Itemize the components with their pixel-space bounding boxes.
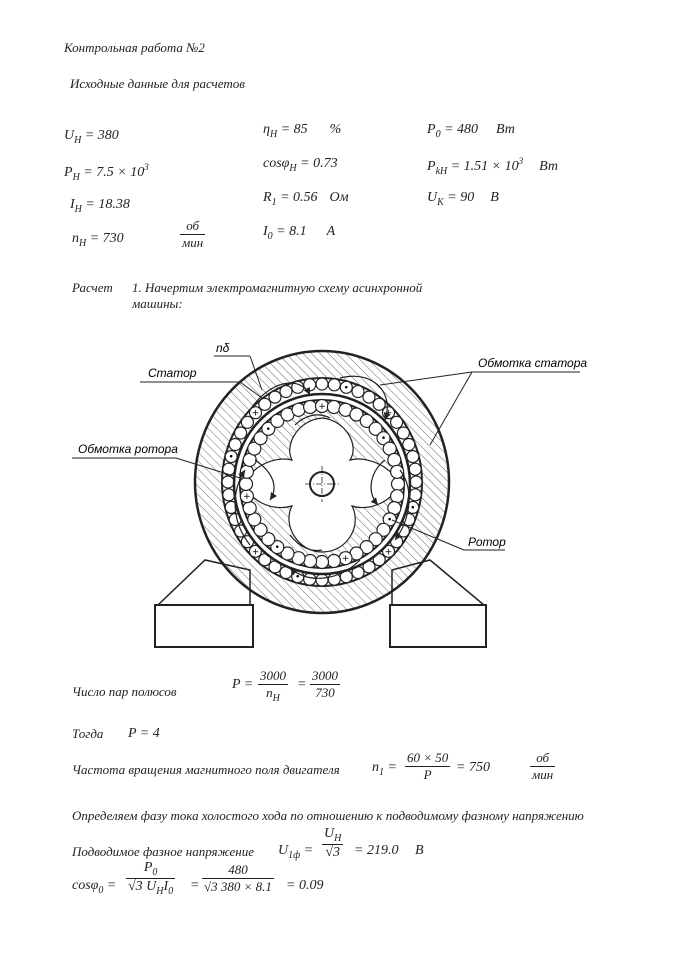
current-in-mark: + [341, 554, 350, 565]
calc-step1-line1: 1. Начертим электромагнитную схему асинхронной [132, 280, 423, 295]
current-out-mark: • [410, 503, 416, 514]
pole-pairs-frac1: $\frac{3000}{n_H}$ [260, 668, 286, 704]
stator-slot [316, 378, 328, 390]
stator-slot [304, 573, 316, 585]
stator-slot [280, 386, 292, 398]
rotor-slot [304, 401, 317, 414]
pole-pairs-eq: = [297, 677, 307, 692]
current-out-mark: • [295, 572, 301, 583]
current-out-mark: • [380, 434, 387, 445]
stator-slot [409, 463, 421, 475]
cos-phi0-eq: = [190, 878, 200, 893]
input-data-heading: Исходные данные для расчетов [70, 76, 245, 91]
current-out-mark: • [265, 424, 271, 435]
stator-slot [269, 391, 281, 403]
stator-slot [229, 439, 241, 451]
field-speed-unit: об мин [532, 750, 554, 782]
pole-pairs-frac2: $\frac{3000}{730}$ [312, 668, 338, 700]
label-pole-pitch: nδ [216, 341, 230, 355]
field-speed-value: = 750 [456, 760, 490, 775]
stator-slot [259, 398, 271, 410]
cos-phi0-lhs: cosφ$_0$ = [72, 878, 117, 896]
stator-slot [403, 439, 415, 451]
param-pn: $P_H = 7.5 \times 10^3$ [64, 162, 149, 183]
stator-slot [407, 451, 419, 463]
rotor-slot [243, 502, 256, 515]
stator-slot [352, 386, 364, 398]
phase-voltage-unit: В [415, 843, 424, 858]
phase-voltage-value: = 219.0 [354, 843, 399, 858]
pole-pairs-lhs: P = [232, 677, 254, 692]
stator-slot [235, 427, 247, 439]
current-out-mark: • [228, 452, 234, 463]
stator-slot [328, 379, 340, 391]
rotor-slot [240, 465, 253, 478]
param-efficiency: $\eta_H = 85$ % [263, 122, 342, 140]
param-pkn: $P_{kH} = 1.51 \times 10^3$ Вт [427, 156, 558, 177]
current-in-mark: + [251, 408, 260, 419]
field-speed-lhs: $n_1$ = [372, 760, 397, 778]
field-speed-label: Частота вращения магнитного поля двигателя [72, 762, 340, 777]
then-value: P = 4 [128, 726, 160, 741]
stator-slot [363, 391, 375, 403]
rotor-slot [327, 401, 340, 414]
param-nn: $n_H = 730$ [72, 231, 124, 249]
rotor-slot [240, 478, 253, 491]
unit-rpm-fraction: об мин [182, 218, 204, 250]
current-in-mark: + [384, 408, 393, 419]
current-out-mark: • [387, 515, 393, 526]
rotor-slot [327, 555, 340, 568]
calc-step1-line2: машины: [132, 296, 183, 311]
current-out-mark: • [343, 383, 349, 394]
current-in-mark: + [251, 547, 260, 558]
param-un: $U_H = 380$ [64, 128, 119, 146]
stator-slot [410, 476, 422, 488]
phase-description: Определяем фазу тока холостого хода по отношению к подводимому фазному напряжению [72, 808, 584, 823]
stator-slot [391, 416, 403, 428]
cos-phi0-frac2: $\frac{480}{√3 380 \times 8.1}$ [204, 862, 272, 894]
document-title: Контрольная работа №2 [64, 40, 205, 55]
rotor-slot [388, 453, 401, 466]
phase-voltage-label: Подводимое фазное напряжение [72, 844, 254, 859]
rotor-slot [304, 555, 317, 568]
label-rotor-winding: Обмотка ротора [78, 442, 178, 456]
label-stator-winding: Обмотка статора [478, 356, 588, 370]
calc-label: Расчет [72, 280, 113, 295]
param-uk: $U_K = 90$ B [427, 190, 499, 208]
motor-electromagnetic-diagram [0, 330, 675, 660]
current-in-mark: + [243, 492, 251, 503]
param-r1: $R_1 = 0.56$ Ом [263, 190, 349, 208]
phase-voltage-frac: $\frac{U_H}{√3}$ [324, 826, 342, 860]
cos-phi0-value: = 0.09 [286, 878, 324, 893]
stator-slot [397, 427, 409, 439]
label-stator: Статор [148, 366, 197, 380]
current-out-mark: • [274, 543, 280, 554]
phase-voltage-lhs: $U_{1ф}$ = [278, 843, 314, 861]
rotor-slot [316, 556, 329, 569]
stator-slot [373, 398, 385, 410]
stator-slot [222, 476, 234, 488]
field-speed-frac: $\frac{60 \times 50}{P}$ [407, 750, 449, 782]
current-in-mark: + [318, 402, 326, 412]
then-label: Тогда [72, 726, 104, 741]
param-cosphi: cosφ$_H$ = 0.73 [263, 156, 338, 174]
current-in-mark: + [384, 547, 393, 558]
pole-pairs-label: Число пар полюсов [72, 684, 177, 699]
label-rotor: Ротор [468, 535, 506, 549]
stator-slot [316, 574, 328, 586]
param-in: $I_H = 18.38$ [70, 197, 130, 215]
param-p0: $P_0 = 480$ Вт [427, 122, 515, 140]
rotor-slot [391, 490, 404, 503]
cos-phi0-frac1: $P_0$ √3 $U_HI_0$ [128, 860, 174, 897]
rotor-slot [392, 478, 405, 491]
param-i0: $I_0 = 8.1$ A [263, 224, 336, 242]
rotor-slot [292, 403, 305, 416]
